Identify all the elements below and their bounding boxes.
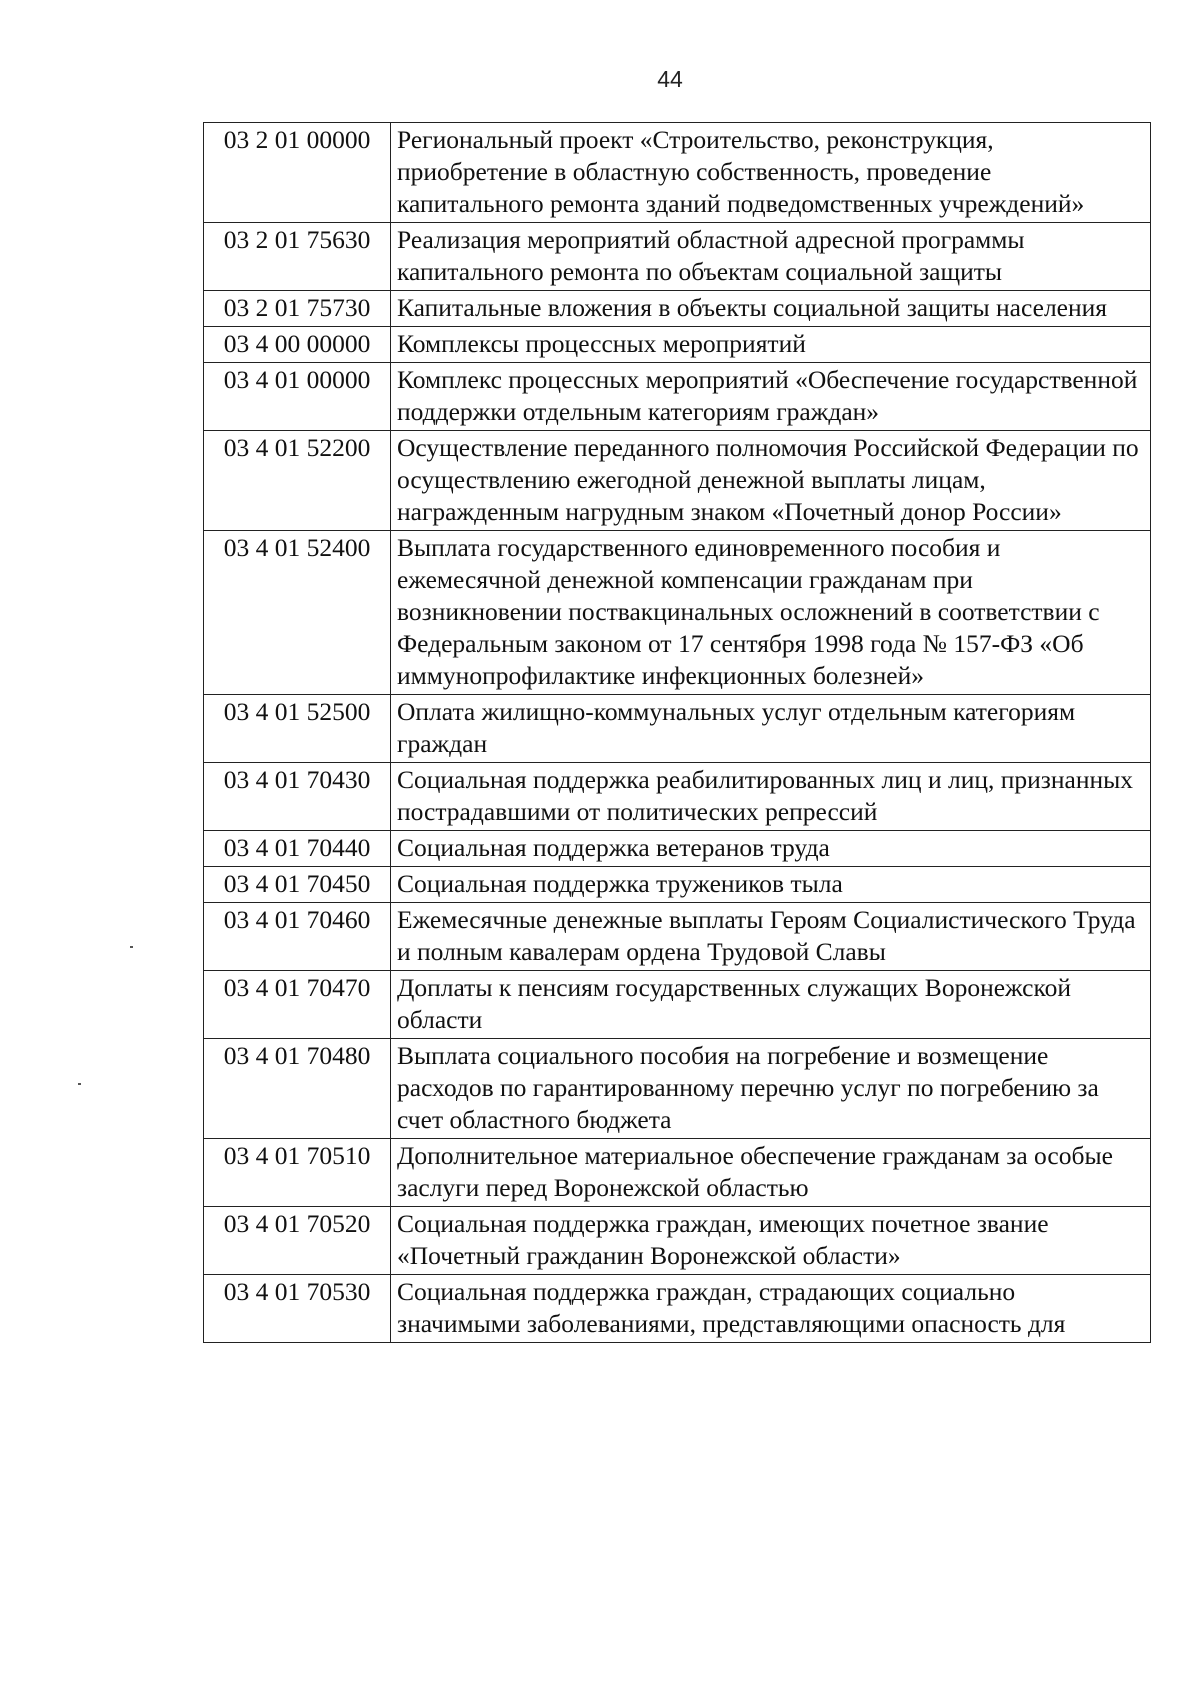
row-description: Реализация мероприятий областной адресной программы капитального ремонта по объектам социальной защиты <box>391 223 1151 291</box>
table-row <box>204 531 1151 695</box>
row-code: 03 4 01 70480 <box>204 1039 391 1139</box>
row-description: Социальная поддержка тружеников тыла <box>391 867 1151 903</box>
table-row <box>204 1275 1151 1343</box>
row-description: Оплата жилищно-коммунальных услуг отдельным категориям граждан <box>391 695 1151 763</box>
row-code: 03 2 01 75730 <box>204 291 391 327</box>
row-code: 03 4 01 70530 <box>204 1275 391 1343</box>
row-description: Социальная поддержка граждан, имеющих почетное звание «Почетный гражданин Воронежской области» <box>391 1207 1151 1275</box>
scan-speck <box>78 1083 81 1085</box>
table-row <box>204 867 1151 903</box>
page-number: 44 <box>657 66 683 92</box>
row-description: Комплексы процессных мероприятий <box>391 327 1151 363</box>
table-row <box>204 695 1151 763</box>
row-code: 03 4 01 70450 <box>204 867 391 903</box>
row-description: Выплата государственного единовременного пособия и ежемесячной денежной компенсации гражданам при возникновении поствакцинальных осложнений в соответствии с Федеральным законом от 17 сентября 1998 года № 157-ФЗ «Об иммунопрофилактике инфекционных болезней» <box>391 531 1151 695</box>
row-code: 03 4 01 52500 <box>204 695 391 763</box>
row-description: Ежемесячные денежные выплаты Героям Социалистического Труда и полным кавалерам ордена Трудовой Славы <box>391 903 1151 971</box>
table-row <box>204 831 1151 867</box>
budget-codes-table <box>203 122 1151 1343</box>
table-row <box>204 903 1151 971</box>
table-row <box>204 123 1151 223</box>
row-code: 03 4 01 52200 <box>204 431 391 531</box>
row-description: Осуществление переданного полномочия Российской Федерации по осуществлению ежегодной денежной выплаты лицам, награжденным нагрудным знаком «Почетный донор России» <box>391 431 1151 531</box>
table-row <box>204 431 1151 531</box>
table-row <box>204 291 1151 327</box>
table-row <box>204 971 1151 1039</box>
row-description: Дополнительное материальное обеспечение гражданам за особые заслуги перед Воронежской областью <box>391 1139 1151 1207</box>
row-code: 03 2 01 00000 <box>204 123 391 223</box>
scan-speck <box>130 946 133 948</box>
row-description: Социальная поддержка ветеранов труда <box>391 831 1151 867</box>
row-code: 03 4 01 70470 <box>204 971 391 1039</box>
row-description: Комплекс процессных мероприятий «Обеспечение государственной поддержки отдельным категориям граждан» <box>391 363 1151 431</box>
row-code: 03 4 01 70430 <box>204 763 391 831</box>
table-row <box>204 327 1151 363</box>
row-code: 03 4 00 00000 <box>204 327 391 363</box>
table-row <box>204 363 1151 431</box>
row-code: 03 4 01 00000 <box>204 363 391 431</box>
row-code: 03 4 01 52400 <box>204 531 391 695</box>
table-row <box>204 1207 1151 1275</box>
row-description: Доплаты к пенсиям государственных служащих Воронежской области <box>391 971 1151 1039</box>
row-code: 03 4 01 70440 <box>204 831 391 867</box>
table-row <box>204 1139 1151 1207</box>
table-row <box>204 1039 1151 1139</box>
row-description: Выплата социального пособия на погребение и возмещение расходов по гарантированному перечню услуг по погребению за счет областного бюджета <box>391 1039 1151 1139</box>
row-description: Социальная поддержка реабилитированных лиц и лиц, признанных пострадавшими от политических репрессий <box>391 763 1151 831</box>
row-code: 03 2 01 75630 <box>204 223 391 291</box>
table-row <box>204 223 1151 291</box>
row-description: Капитальные вложения в объекты социальной защиты населения <box>391 291 1151 327</box>
table-row <box>204 763 1151 831</box>
row-code: 03 4 01 70510 <box>204 1139 391 1207</box>
row-description: Социальная поддержка граждан, страдающих социально значимыми заболеваниями, представляющими опасность для <box>391 1275 1151 1343</box>
row-code: 03 4 01 70520 <box>204 1207 391 1275</box>
row-description: Региональный проект «Строительство, реконструкция, приобретение в областную собственность, проведение капитального ремонта зданий подведомственных учреждений» <box>391 123 1151 223</box>
row-code: 03 4 01 70460 <box>204 903 391 971</box>
